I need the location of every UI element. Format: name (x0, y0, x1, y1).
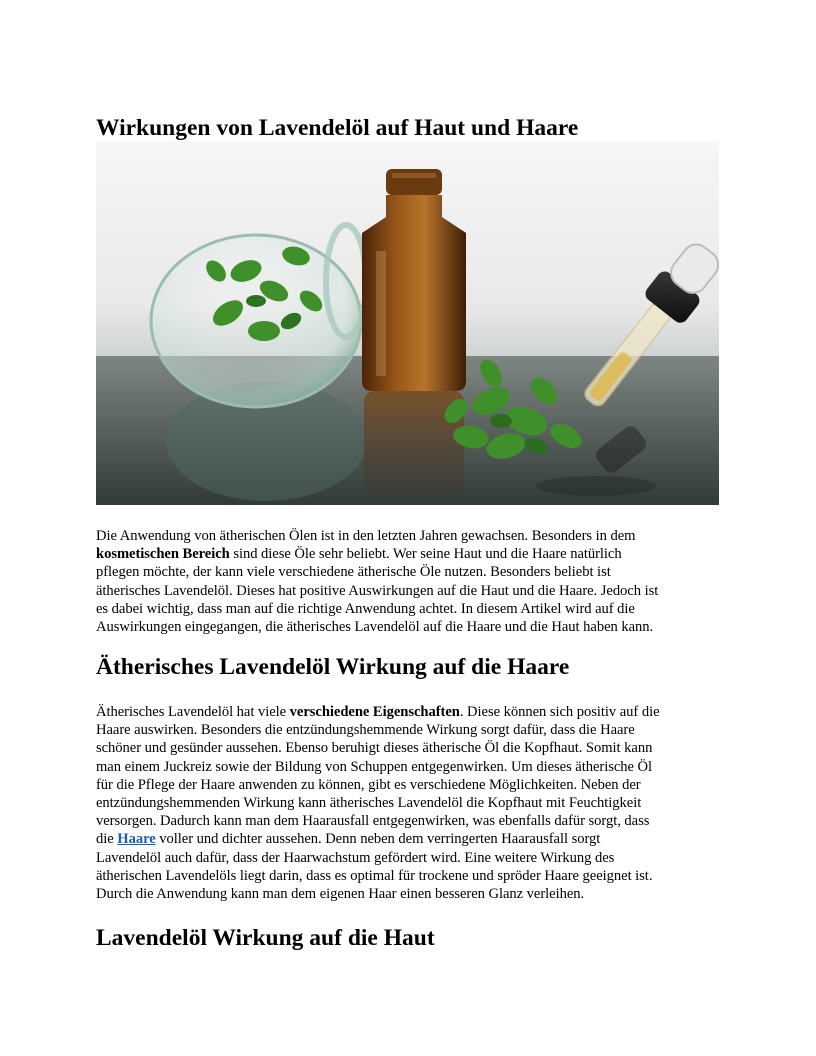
text-line: pflegen möchte, der kann viele verschiedene ätherische Öle nutzen. Besonders beliebt ist (96, 564, 611, 581)
bold-phrase: kosmetischen Bereich (96, 546, 230, 563)
text-run: sind diese Öle sehr beliebt. Wer seine Haut und die Haare natürlich (229, 546, 622, 563)
hair-paragraph (96, 703, 722, 903)
text-line (96, 545, 722, 563)
text-line: schöner und gesünder aussehen. Ebenso beruhigt dieses ätherische Öl die Kopfhaut. Somit kann (96, 740, 653, 757)
page-title: Wirkungen von Lavendelöl auf Haut und Haare (96, 115, 579, 141)
text-run: . Diese können sich positiv auf die (459, 704, 660, 720)
hero-image (96, 141, 719, 505)
text-line: es dabei wichtig, dass man auf die richtige Anwendung achtet. In diesem Artikel wird auf die (96, 600, 635, 617)
text-line: Lavendelöl auch dafür, dass der Haarwachstum gefördert wird. Eine weitere Wirkung des (96, 849, 615, 866)
text-line: entzündungshemmenden Wirkung kann ätherisches Lavendelöl die Kopfhaut mit Feuchtigkeit (96, 795, 642, 812)
text-run: Ätherisches Lavendelöl hat viele (96, 704, 290, 720)
text-run: die (96, 831, 118, 848)
haare-link[interactable]: Haare (117, 831, 156, 848)
text-line: ätherischen Lavendelöls liegt darin, dass es optimal für trockene und spröder Haare geeignet ist. (96, 867, 653, 884)
text-line: für die Pflege der Haare anwenden zu können, gibt es verschiedene Möglichkeiten. Neben der (96, 776, 641, 793)
intro-paragraph (96, 527, 722, 636)
section-heading-hair: Ätherisches Lavendelöl Wirkung auf die Haare (96, 654, 570, 680)
text-line: Auswirkungen eingegangen, die ätherisches Lavendelöl auf die Haare und die Haut haben kann. (96, 619, 654, 636)
text-line: Die Anwendung von ätherischen Ölen ist in den letzten Jahren gewachsen. Besonders in dem (96, 528, 636, 544)
text-line: man einem Juckreiz sowie der Bildung von Schuppen entgegenwirken. Um dieses ätherische Öl (96, 758, 653, 775)
bold-phrase: verschiedene Eigenschaften (289, 704, 460, 720)
text-line (96, 830, 722, 848)
text-line: ätherisches Lavendelöl. Dieses hat positive Auswirkungen auf die Haut und die Haare. Jedoch ist (96, 582, 659, 599)
text-line: Haare auswirken. Besonders die entzündungshemmende Wirkung sorgt dafür, dass die Haare (96, 722, 635, 739)
text-line: versorgen. Dadurch kann man dem Haarausfall entgegenwirken, was ebenfalls dafür sorgt, dass (96, 813, 650, 830)
text-run: voller und dichter aussehen. Denn neben dem verringerten Haarausfall sorgt (155, 831, 601, 848)
section-heading-skin: Lavendelöl Wirkung auf die Haut (96, 925, 435, 951)
text-line: Durch die Anwendung kann man dem eigenen Haar einen besseren Glanz verleihen. (96, 886, 585, 903)
text-line (96, 703, 722, 721)
essential-oil-photo (96, 141, 719, 505)
